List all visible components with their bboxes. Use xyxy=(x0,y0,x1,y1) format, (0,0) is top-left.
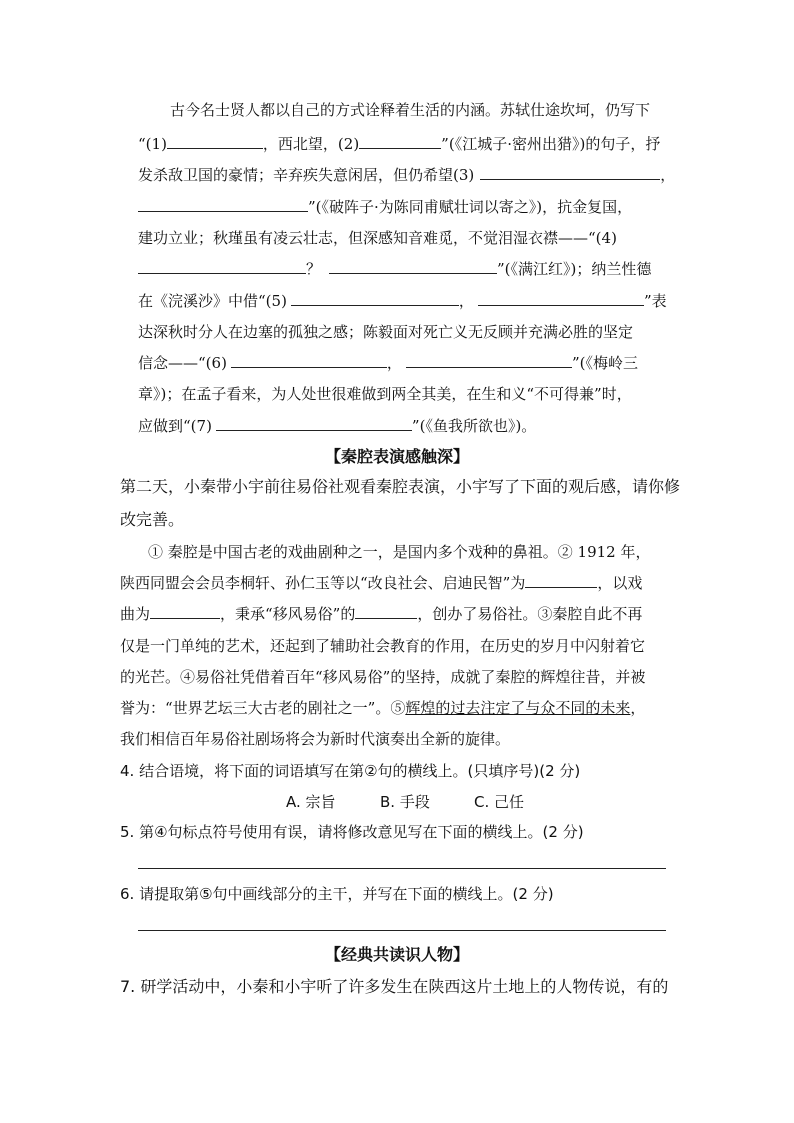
poetry-text: 建功立业；秋瑾虽有凌云壮志，但深感知音难觅，不觉泪湿衣襟——“(4) xyxy=(138,229,617,247)
underlined-clause: 辉煌的过去注定了与众不同的未来 xyxy=(405,699,631,717)
blank-5a[interactable] xyxy=(291,291,459,306)
intro-line-2: 改完善。 xyxy=(120,510,185,529)
poetry-text: 古今名士贤人都以自己的方式诠释着生活的内涵。苏轼仕途坎坷，仍写下 xyxy=(170,101,651,119)
poetry-text: ”表 xyxy=(643,292,667,310)
passage-text: ， xyxy=(630,699,646,717)
poetry-text: ”(《满江红》)；纳兰性德 xyxy=(497,260,652,278)
poetry-line-9 xyxy=(138,353,638,373)
option-c: C. 己任 xyxy=(474,793,525,811)
poetry-text: ”(《破阵子·为陈同甫赋壮词以寄之》)，抗金复国， xyxy=(308,198,633,216)
poetry-text: 章》)；在孟子看来，为人处世很难做到两全其美，在生和义“不可得兼”时， xyxy=(138,385,632,403)
blank-1[interactable] xyxy=(167,134,263,149)
passage-text: ，以戏 xyxy=(597,574,643,592)
poetry-line-8 xyxy=(138,322,633,342)
question-4: 4. 结合语境，将下面的词语填写在第②句的横线上。(只填序号)(2 分) xyxy=(120,762,581,780)
blank-q4-1[interactable] xyxy=(525,573,597,588)
poetry-line-2 xyxy=(138,134,660,154)
intro-line-1: 第二天，小秦带小宇前往易俗社观看秦腔表演，小宇写了下面的观后感，请你修 xyxy=(120,477,681,496)
poetry-text: ， xyxy=(386,354,402,372)
blank-5b[interactable] xyxy=(478,291,644,306)
poetry-text: ”(《梅岭三 xyxy=(571,354,638,372)
passage-line-6 xyxy=(120,698,645,718)
poetry-text: ？ xyxy=(306,260,322,278)
poetry-text: 信念——“(6) xyxy=(138,354,227,372)
question-7: 7. 研学活动中，小秦和小宇听了许多发生在陕西这片土地上的人物传说，有的 xyxy=(120,977,669,996)
poetry-line-1 xyxy=(170,100,650,120)
poetry-line-7 xyxy=(138,291,667,311)
blank-6a[interactable] xyxy=(231,353,387,368)
section-title-qinqiang: 【秦腔表演感触深】 xyxy=(324,447,469,466)
blank-6b[interactable] xyxy=(406,353,572,368)
poetry-text: 应做到“(7) xyxy=(138,417,212,435)
passage-line-1: ① 秦腔是中国古老的戏曲剧种之一，是国内多个戏种的鼻祖。② 1912 年， xyxy=(148,543,651,561)
option-a: A. 宗旨 xyxy=(286,793,336,811)
poetry-line-4 xyxy=(138,197,632,217)
poetry-text: ”(《鱼我所欲也》)。 xyxy=(411,417,537,435)
question-6: 6. 请提取第⑤句中画线部分的主干，并写在下面的横线上。(2 分) xyxy=(120,885,554,903)
poetry-text: 达深秋时分人在边塞的孤独之感；陈毅面对死亡义无反顾并充满必胜的坚定 xyxy=(138,323,634,341)
passage-line-4: 仅是一门单纯的艺术，还起到了辅助社会教育的作用，在历史的岁月中闪射着它 xyxy=(120,637,646,655)
answer-line-q6[interactable] xyxy=(138,930,666,931)
passage-text: ，秉承“移风易俗”的 xyxy=(220,605,356,623)
passage-text: 曲为 xyxy=(120,605,151,623)
blank-3b[interactable] xyxy=(138,197,308,212)
section-title-classics: 【经典共读识人物】 xyxy=(324,945,469,964)
poetry-text: 发杀敌卫国的豪情；辛弃疾失意闲居，但仍希望(3) xyxy=(138,166,475,184)
poetry-line-3 xyxy=(138,165,675,185)
poetry-line-6 xyxy=(138,259,651,279)
blank-4b[interactable] xyxy=(329,259,497,274)
poetry-text: ，西北望，(2) xyxy=(262,135,360,153)
passage-text: 誉为：“世界艺坛三大古老的剧社之一”。⑤ xyxy=(120,699,406,717)
question-5: 5. 第④句标点符号使用有误，请将修改意见写在下面的横线上。(2 分) xyxy=(120,823,584,841)
passage-text: 陕西同盟会会员李桐轩、孙仁玉等以“改良社会、启迪民智”为 xyxy=(120,574,526,592)
poetry-text: ”(《江城子·密州出猎》)的句子，抒 xyxy=(441,135,661,153)
poetry-line-5 xyxy=(138,228,617,248)
poetry-text: “(1) xyxy=(138,135,167,153)
passage-line-5: 的光芒。④易俗社凭借着百年“移风易俗”的坚持，成就了秦腔的辉煌往昔，并被 xyxy=(120,668,646,686)
answer-line-q5[interactable] xyxy=(138,868,666,869)
poetry-text: ， xyxy=(458,292,474,310)
blank-4a[interactable] xyxy=(138,259,306,274)
passage-line-7: 我们相信百年易俗社剧场将会为新时代演奏出全新的旋律。 xyxy=(120,730,511,748)
blank-2[interactable] xyxy=(359,134,441,149)
passage-line-3 xyxy=(120,604,642,624)
blank-q4-2[interactable] xyxy=(150,604,220,619)
poetry-line-10 xyxy=(138,384,632,404)
blank-3a[interactable] xyxy=(480,165,660,180)
poetry-text: 在《浣溪沙》中借“(5) xyxy=(138,292,287,310)
passage-text: ，创办了易俗社。③秦腔自此不再 xyxy=(417,605,643,623)
passage-line-2 xyxy=(120,573,642,593)
option-b: B. 手段 xyxy=(380,793,430,811)
poetry-text: ， xyxy=(660,166,676,184)
blank-q4-3[interactable] xyxy=(355,604,417,619)
blank-7[interactable] xyxy=(216,416,412,431)
poetry-line-11 xyxy=(138,416,536,436)
